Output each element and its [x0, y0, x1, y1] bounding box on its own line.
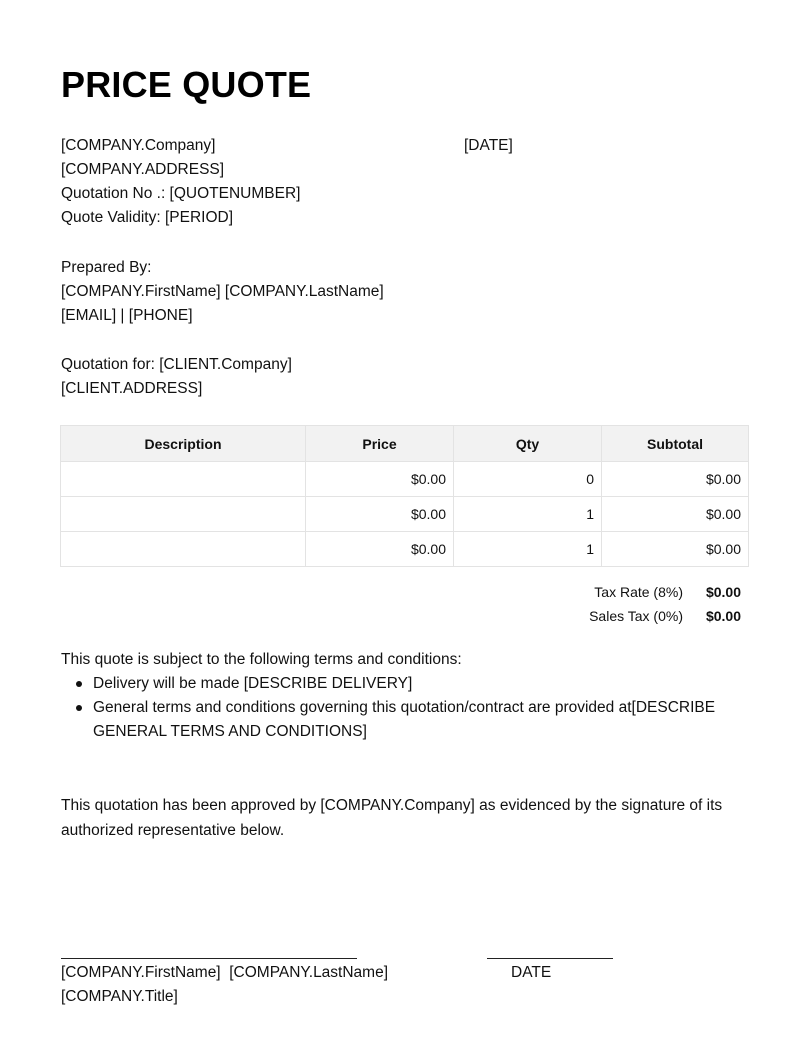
quotation-number: Quotation No .: [QUOTENUMBER]: [61, 185, 301, 202]
sales-tax-label: Sales Tax (0%): [589, 608, 683, 624]
list-item: General terms and conditions governing this quotation/contract are provided at[DESCRIBE GENERAL TERMS AND CONDITIONS]: [93, 696, 751, 744]
client-section: [61, 353, 292, 401]
table-row: [61, 497, 749, 532]
cell-description: [61, 532, 306, 567]
cell-subtotal: $0.00: [602, 462, 749, 497]
client-company: Quotation for: [CLIENT.Company]: [61, 356, 292, 373]
sales-tax-value: $0.00: [705, 608, 741, 624]
cell-qty: 0: [454, 462, 602, 497]
company-name: [COMPANY.Company]: [61, 137, 216, 154]
approval-statement: This quotation has been approved by [COMPANY.Company] as evidenced by the signature of its authorized representative below.: [61, 797, 723, 839]
table-row: [61, 532, 749, 567]
column-header-subtotal: Subtotal: [602, 426, 749, 462]
terms-section: [61, 648, 751, 744]
cell-subtotal: $0.00: [602, 497, 749, 532]
preparer-contact: [EMAIL] | [PHONE]: [61, 307, 193, 324]
quote-table: [60, 425, 749, 567]
signatory-name: [COMPANY.FirstName] [COMPANY.LastName]: [61, 964, 389, 981]
tax-rate-value: $0.00: [705, 584, 741, 600]
signature-line: [61, 958, 357, 959]
date-line: [487, 958, 613, 959]
page-title: PRICE QUOTE: [61, 64, 312, 105]
cell-price: $0.00: [306, 497, 454, 532]
table-row: [61, 462, 749, 497]
totals-section: [589, 580, 741, 628]
cell-description: [61, 497, 306, 532]
signature-date-label: DATE: [511, 964, 552, 981]
cell-price: $0.00: [306, 462, 454, 497]
column-header-description: Description: [61, 426, 306, 462]
signatory-title: [COMPANY.Title]: [61, 988, 178, 1005]
sales-tax-row: [589, 604, 741, 628]
cell-description: [61, 462, 306, 497]
table-header-row: [61, 426, 749, 462]
client-address: [CLIENT.ADDRESS]: [61, 380, 203, 397]
quote-validity: Quote Validity: [PERIOD]: [61, 209, 233, 226]
tax-rate-label: Tax Rate (8%): [594, 584, 683, 600]
preparer-name: [COMPANY.FirstName] [COMPANY.LastName]: [61, 283, 384, 300]
terms-list: [61, 672, 751, 744]
signature-block: [61, 961, 388, 1009]
terms-intro: This quote is subject to the following terms and conditions:: [61, 651, 462, 668]
cell-qty: 1: [454, 532, 602, 567]
cell-price: $0.00: [306, 532, 454, 567]
column-header-price: Price: [306, 426, 454, 462]
cell-qty: 1: [454, 497, 602, 532]
prepared-by-section: [61, 256, 384, 328]
cell-subtotal: $0.00: [602, 532, 749, 567]
quote-date: [DATE]: [464, 137, 513, 154]
list-item: Delivery will be made [DESCRIBE DELIVERY]: [93, 672, 751, 696]
company-address: [COMPANY.ADDRESS]: [61, 161, 225, 178]
tax-rate-row: [589, 580, 741, 604]
company-info: [61, 134, 300, 230]
prepared-by-label: Prepared By:: [61, 259, 152, 276]
column-header-qty: Qty: [454, 426, 602, 462]
